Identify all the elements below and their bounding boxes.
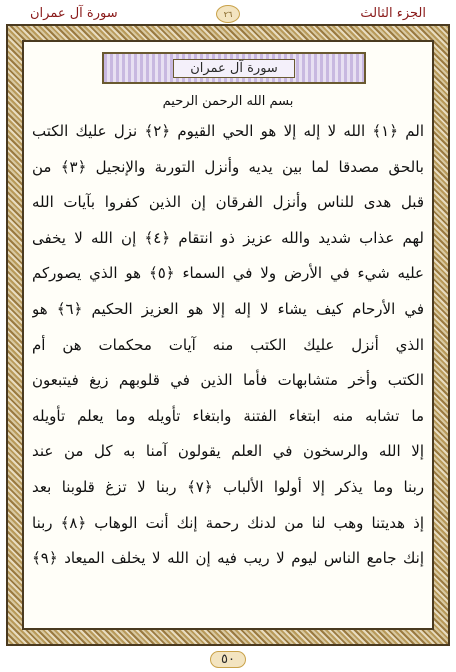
text-line: في الأرحام كيف يشاء لا إله إلا هو العزيز الحكيم ﴿٦﴾ هو [32, 299, 424, 318]
text-line: إنك جامع الناس ليوم لا ريب فيه إن الله لا يخلف الميعاد ﴿٩﴾ [32, 549, 424, 568]
text-line: الكتب وأخر متشابهات فأما الذين في قلوبهم زيغ فيتبعون [32, 371, 424, 390]
page-number: ٥٠ [210, 651, 246, 668]
juz-label: الجزء الثالث [360, 5, 426, 21]
text-line: إلا الله والرسخون في العلم يقولون آمنا به كل من عند [32, 442, 424, 461]
text-line: ما تشابه منه ابتغاء الفتنة وابتغاء تأويله وما يعلم تأويله [32, 406, 424, 425]
surah-title: سورة آل عمران [173, 59, 295, 78]
text-line: ربنا وما يذكر إلا أولوا الألباب ﴿٧﴾ ربنا لا تزغ قلوبنا بعد [32, 477, 424, 496]
text-line: إذ هديتنا وهب لنا من لدنك رحمة إنك أنت الوهاب ﴿٨﴾ ربنا [32, 513, 424, 532]
quran-text [32, 114, 424, 577]
text-line: الذي أنزل عليك الكتب منه آيات محكمات هن أم [32, 335, 424, 354]
hizb-marker: ٢٦ [216, 5, 240, 23]
text-area [22, 40, 434, 630]
basmala: بسم الله الرحمن الرحيم [162, 94, 294, 109]
text-line: بالحق مصدقا لما بين يديه وأنزل التورىة والإنجيل ﴿٣﴾ من [32, 157, 424, 176]
surah-banner [102, 52, 366, 84]
surah-header-label: سورة آل عمران [30, 5, 118, 21]
text-line: لهم عذاب شديد والله عزيز ذو انتقام ﴿٤﴾ إن الله لا يخفى [32, 228, 424, 247]
page-footer [0, 648, 456, 670]
text-line: عليه شيء في الأرض ولا في السماء ﴿٥﴾ هو الذي يصوركم [32, 264, 424, 283]
text-line: قبل هدى للناس وأنزل الفرقان إن الذين كفروا بآيات الله [32, 193, 424, 212]
ornamental-frame [6, 24, 450, 646]
text-line: الم ﴿١﴾ الله لا إله إلا هو الحي القيوم ﴿٢﴾ نزل عليك الكتب [32, 122, 424, 140]
